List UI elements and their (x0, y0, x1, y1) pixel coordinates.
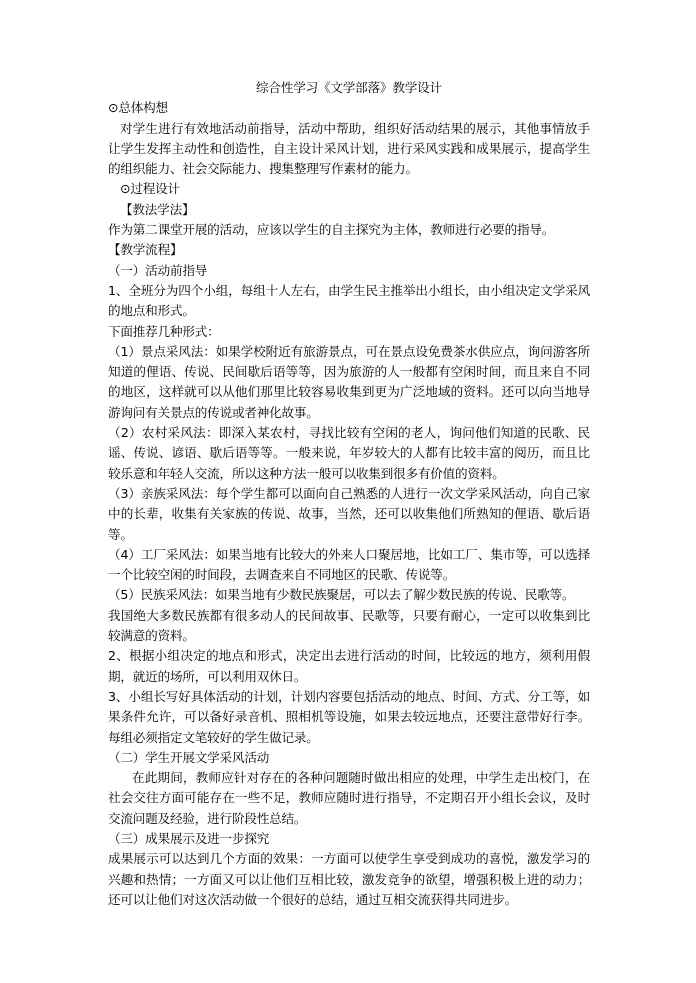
overall-heading: ⊙总体构想 (108, 100, 168, 116)
overall-paragraph: 对学生进行有效地活动前指导，活动中帮助，组织好活动结果的展示，其他事情放手让学生发挥主动性和创造性，自主设计采风计划，进行采风实践和成果展示，提高学生的组织能力、社会交际能力、搜集整理写作素材的能力。 (108, 120, 590, 177)
form-3-paragraph: （3）亲族采风法：每个学生都可以面向自己熟悉的人进行一次文学采风活动，向自己家中的长辈，收集有关家族的传说、故事，当然，还可以收集他们所熟知的俚语、歇后语等。 (108, 485, 590, 542)
form-4-paragraph: （4）工厂采风法：如果当地有比较大的外来人口聚居地，比如工厂、集市等，可以选择一个比较空闲的时间段，去调查来自不同地区的民歌、传说等。 (108, 546, 590, 583)
forms-intro: 下面推荐几种形式： (108, 323, 220, 339)
form-2-paragraph: （2）农村采风法：即深入某农村，寻找比较有空闲的老人，询问他们知道的民歌、民谣、传说、谚语、歇后语等等。一般来说，年岁较大的人都有比较丰富的阅历，而且比较乐意和年轻人交流，所以这种方法一般可以收集到很多有价值的资料。 (108, 425, 590, 481)
section-1-heading: （一）活动前指导 (108, 262, 208, 278)
item-3-paragraph: 3、小组长写好具体活动的计划，计划内容要包括活动的地点、时间、方式、分工等，如果条件允许，可以备好录音机、照相机等设施，如果去较远地点，还要注意带好行李。每组必须指定文笔较好的学生做记录。 (108, 688, 590, 745)
method-heading: 【教法学法】 (120, 201, 195, 217)
document-title: 综合性学习《文学部落》教学设计 (256, 80, 442, 95)
process-heading: ⊙过程设计 (120, 181, 180, 197)
item-1-paragraph: 1、全班分为四个小组，每组十人左右，由学生民主推举出小组长，由小组决定文学采风的地点和形式。 (108, 282, 590, 319)
section-3-paragraph: 成果展示可以达到几个方面的效果：一方面可以使学生享受到成功的喜悦，激发学习的兴趣和热情；一方面又可以让他们互相比较，激发竞争的欲望，增强积极上进的动力；还可以让他们对这次活动做一个很好的总结，通过互相交流获得共同进步。 (108, 851, 590, 907)
section-2-paragraph: 在此期间，教师应针对存在的各种问题随时做出相应的处理，中学生走出校门，在社会交往方面可能存在一些不足，教师应随时进行指导，不定期召开小组长会议，及时交流问题及经验，进行阶段性总结。 (108, 770, 590, 826)
section-2-heading: （二）学生开展文学采风活动 (108, 749, 270, 765)
flow-heading: 【教学流程】 (108, 242, 183, 258)
form-5-paragraph: （5）民族采风法：如果当地有少数民族聚居，可以去了解少数民族的传说、民歌等。 (108, 587, 575, 603)
section-3-heading: （三）成果展示及进一步探究 (108, 830, 270, 846)
method-paragraph: 作为第二课堂开展的活动，应该以学生的自主探究为主体，教师进行必要的指导。 (108, 222, 555, 238)
form-5-continuation: 我国绝大多数民族都有很多动人的民间故事、民歌等，只要有耐心，一定可以收集到比较满意的资料。 (108, 607, 590, 644)
form-1-paragraph: （1）景点采风法：如果学校附近有旅游景点，可在景点设免费茶水供应点，询问游客所知道的俚语、传说、民间歇后语等等，因为旅游的人一般都有空闲时间，而且来自不同的地区，这样就可以从他们那里比较容易收集到更为广泛地域的资料。还可以向当地导游询问有关景点的传说或者神化故事。 (108, 343, 590, 420)
document-page (108, 78, 590, 910)
item-2-paragraph: 2、根据小组决定的地点和形式，决定出去进行活动的时间，比较远的地方，须利用假期，就近的场所，可以利用双休日。 (108, 648, 590, 684)
